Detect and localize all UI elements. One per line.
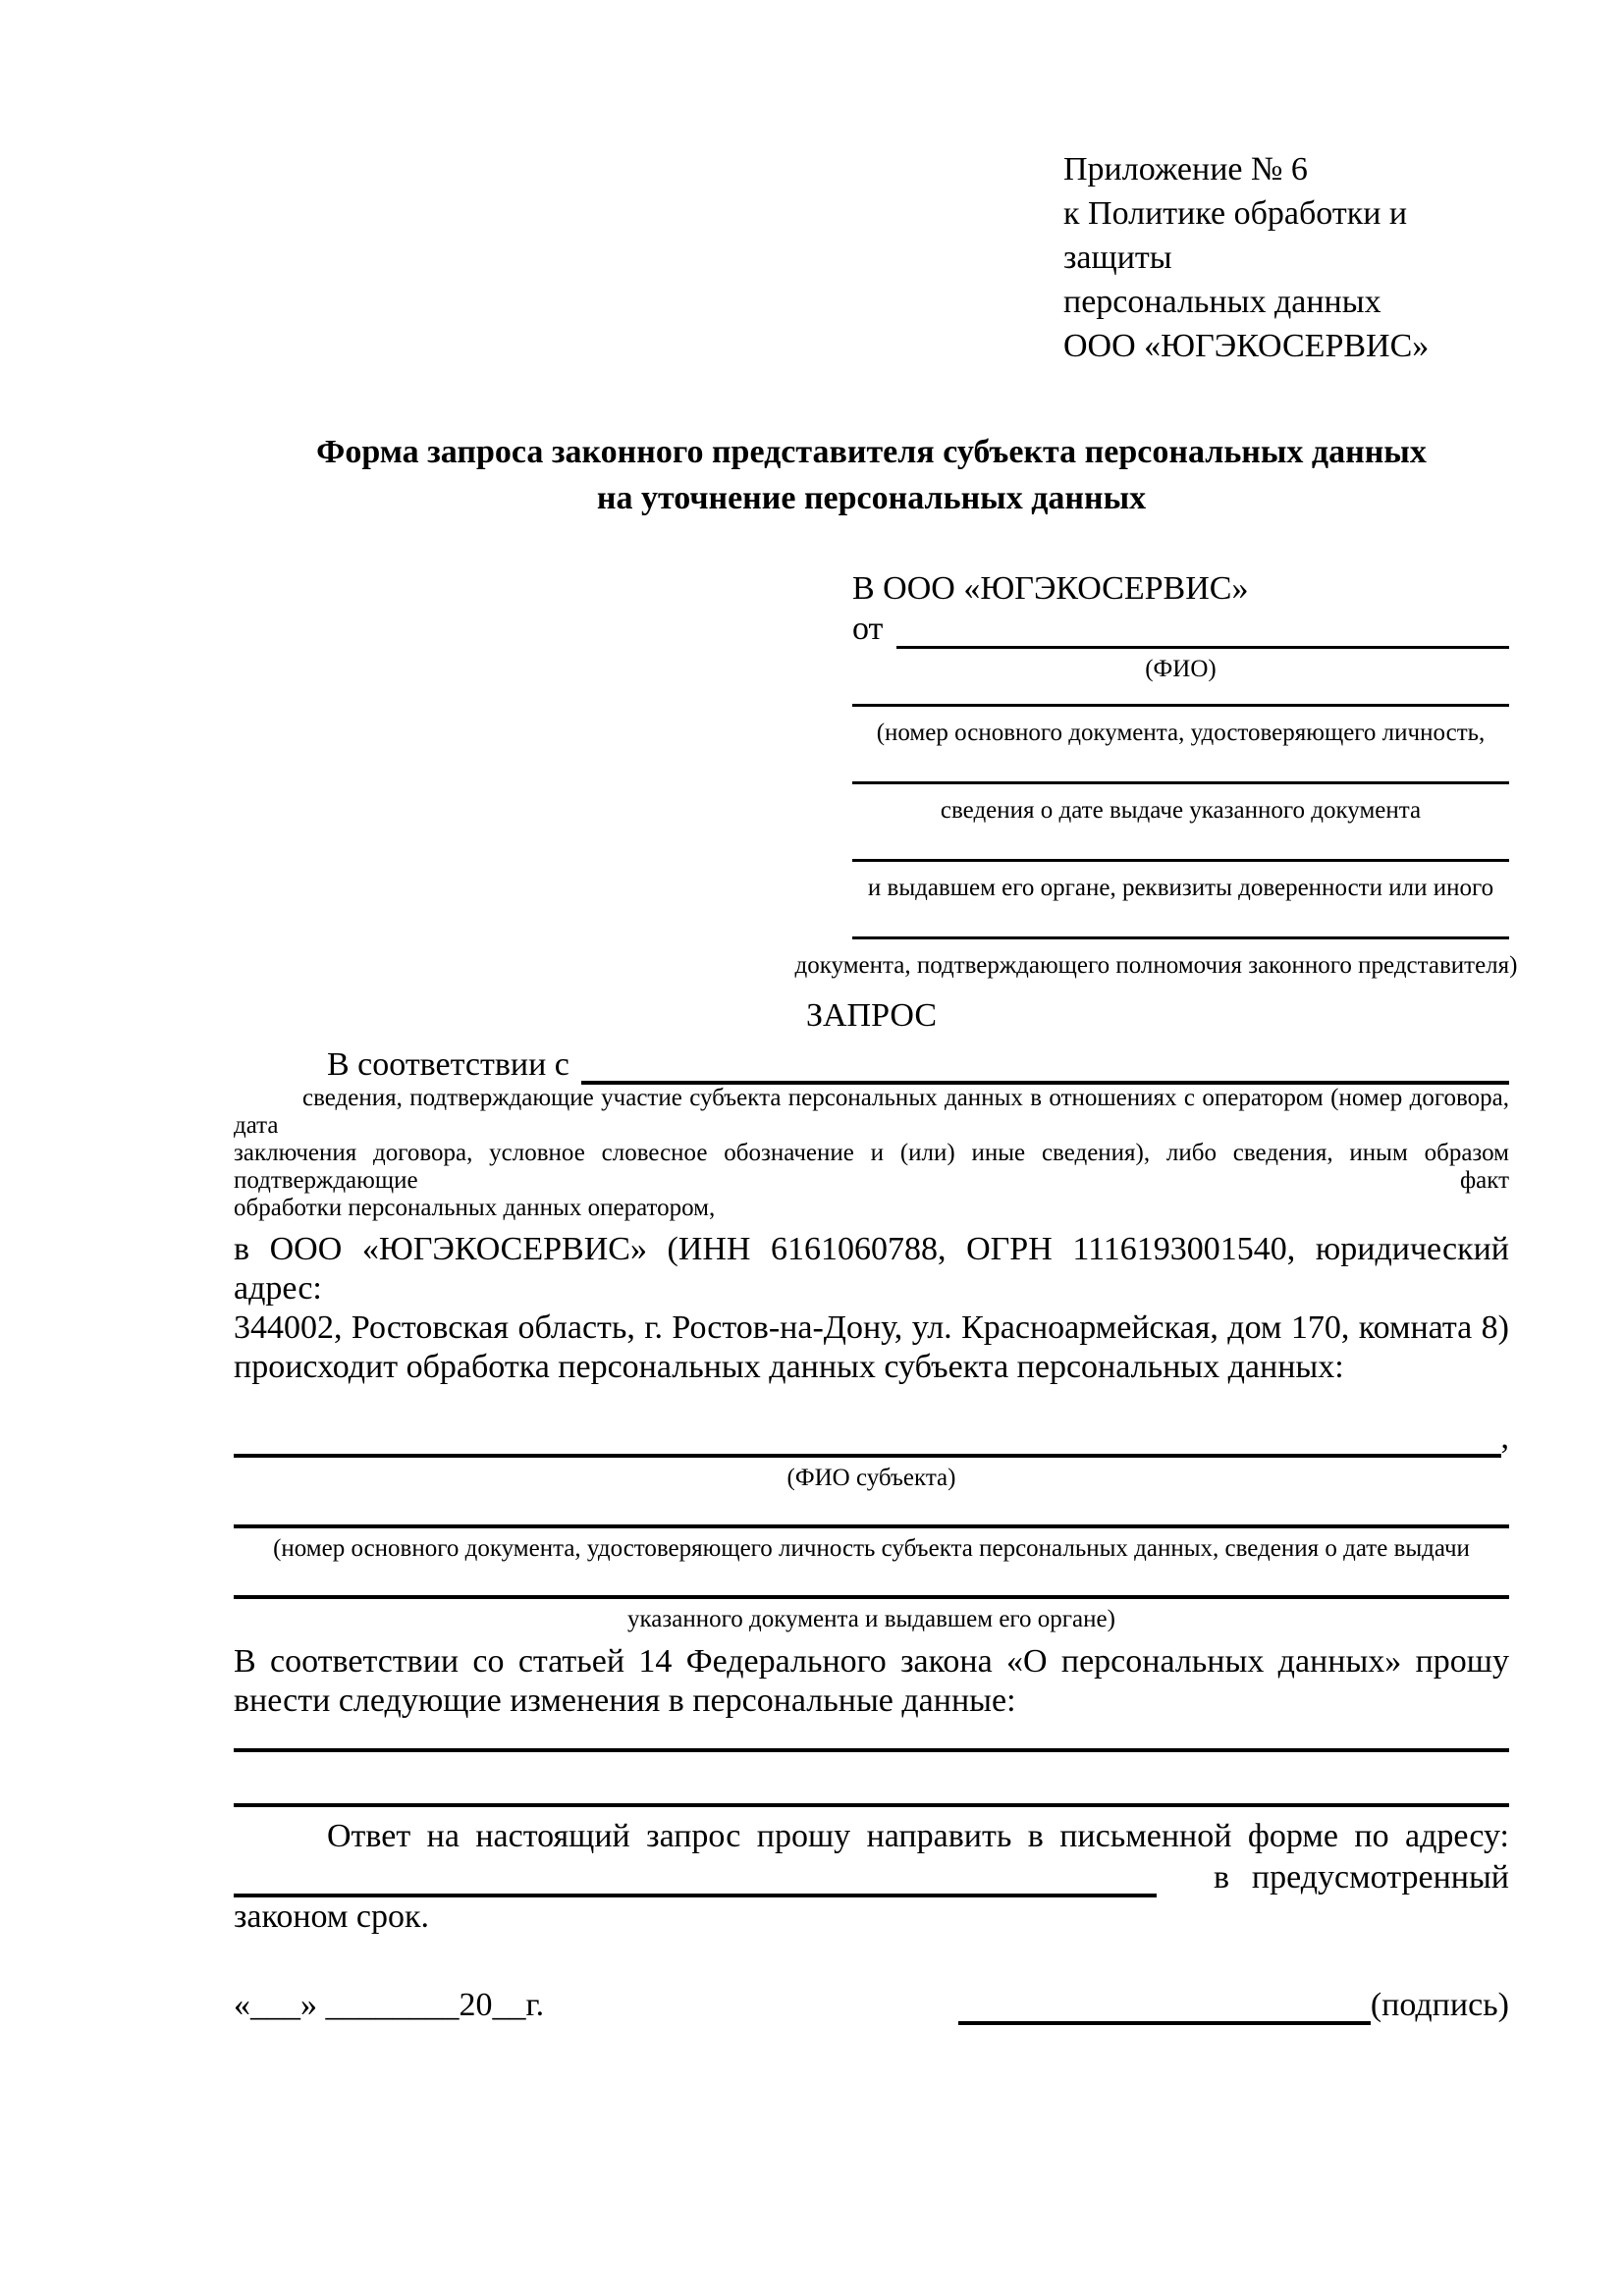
operator-paragraph-line: происходит обработка персональных данных субъекта персональных данных:	[234, 1349, 1344, 1385]
from-label: от	[852, 611, 884, 647]
request-heading: ЗАПРОС	[805, 997, 938, 1034]
changes-fill-line-1[interactable]	[234, 1721, 1509, 1752]
intro-row	[234, 1045, 1509, 1085]
article-paragraph	[234, 1642, 1509, 1721]
relation-details-fill-line[interactable]	[581, 1051, 1509, 1085]
signature-block	[958, 1986, 1509, 2025]
document-title	[234, 429, 1509, 521]
operator-paragraph-line: 344002, Ростовская область, г. Ростов-на-Дону, ул. Красноармейская, дом 170, комната 8)	[234, 1309, 1509, 1346]
document-title-line2: на уточнение персональных данных	[596, 480, 1147, 516]
subject-document-fill-line-2[interactable]	[234, 1564, 1509, 1599]
response-word-predusmotrenny: предусмотренный	[1251, 1859, 1509, 1896]
fio-fill-line[interactable]	[896, 616, 1509, 649]
response-line-1: Ответ на настоящий запрос прошу направить в письменной форме по адресу:	[327, 1818, 1509, 1854]
footer-row	[234, 1986, 1509, 2025]
response-address-row	[234, 1856, 1509, 1897]
header-note-line: Приложение № 6	[1063, 151, 1308, 187]
document-number-caption: (номер основного документа, удостоверяющего личность,	[876, 720, 1486, 746]
authority-document-fill-line[interactable]	[852, 903, 1509, 939]
trailing-comma: ,	[1500, 1419, 1509, 1456]
issue-date-caption: сведения о дате выдаче указанного документа	[940, 797, 1422, 824]
subject-document-caption-2: указанного документа и выдавшем его органе)	[627, 1606, 1115, 1632]
changes-fill-line-2[interactable]	[234, 1752, 1509, 1807]
operator-paragraph-line: в ООО «ЮГЭКОСЕРВИС» (ИНН 6161060788, ОГРН 1116193001540, юридический адрес:	[234, 1231, 1509, 1307]
from-row	[852, 611, 1509, 649]
footnote-line: сведения, подтверждающие участие субъекта персональных данных в отношениях с оператором (номер договора, дата	[234, 1085, 1509, 1139]
header-note-line: ООО «ЮГЭКОСЕРВИС»	[1063, 328, 1430, 364]
footnote	[234, 1085, 1509, 1222]
issue-date-fill-line[interactable]	[852, 748, 1509, 784]
addressee-to: В ООО «ЮГЭКОСЕРВИС»	[852, 570, 1249, 607]
issuing-authority-caption: и выдавшем его органе, реквизиты доверенности или иного	[867, 875, 1494, 901]
subject-document-caption-1: (номер основного документа, удостоверяющего личность субъекта персональных данных, сведения о дате выдачи	[273, 1535, 1470, 1562]
document-title-line1: Форма запроса законного представителя субъекта персональных данных	[316, 434, 1427, 470]
issuing-authority-fill-line[interactable]	[852, 826, 1509, 862]
signature-caption: (подпись)	[1370, 1987, 1509, 2023]
header-note-line: персональных данных	[1063, 284, 1381, 320]
article-paragraph-line: В соответствии со статьей 14 Федерального закона «О персональных данных» прошу	[234, 1643, 1509, 1680]
response-word-v: в	[1214, 1859, 1230, 1896]
footnote-line: заключения договора, условное словесное обозначение и (или) иные сведения), либо сведения, иным образом подтверждающие факт	[234, 1140, 1509, 1194]
authority-document-caption: документа, подтверждающего полномочия законного представителя)	[794, 952, 1518, 979]
header-note	[1063, 147, 1509, 368]
fio-caption: (ФИО)	[1145, 656, 1217, 682]
date-fill-text[interactable]: «___» ________20__г.	[234, 1987, 545, 2023]
footnote-line: обработки персональных данных оператором,	[234, 1195, 716, 1221]
signature-fill-line[interactable]	[958, 1992, 1371, 2025]
intro-prefix: В соответствии с	[327, 1046, 569, 1083]
article-paragraph-line: внести следующие изменения в персональные данные:	[234, 1682, 1016, 1719]
response-line-3: законом срок.	[234, 1898, 429, 1935]
header-note-line: к Политике обработки и защиты	[1063, 195, 1408, 276]
document-number-fill-line[interactable]	[852, 684, 1509, 707]
subject-fio-fill-line[interactable]	[234, 1424, 1501, 1458]
subject-fio-row	[234, 1420, 1509, 1458]
subject-document-fill-line[interactable]	[234, 1493, 1509, 1528]
addressee-block	[794, 568, 1518, 981]
operator-paragraph	[234, 1230, 1509, 1387]
subject-fio-caption: (ФИО субъекта)	[786, 1465, 956, 1491]
response-address-fill-line[interactable]	[234, 1864, 1157, 1897]
